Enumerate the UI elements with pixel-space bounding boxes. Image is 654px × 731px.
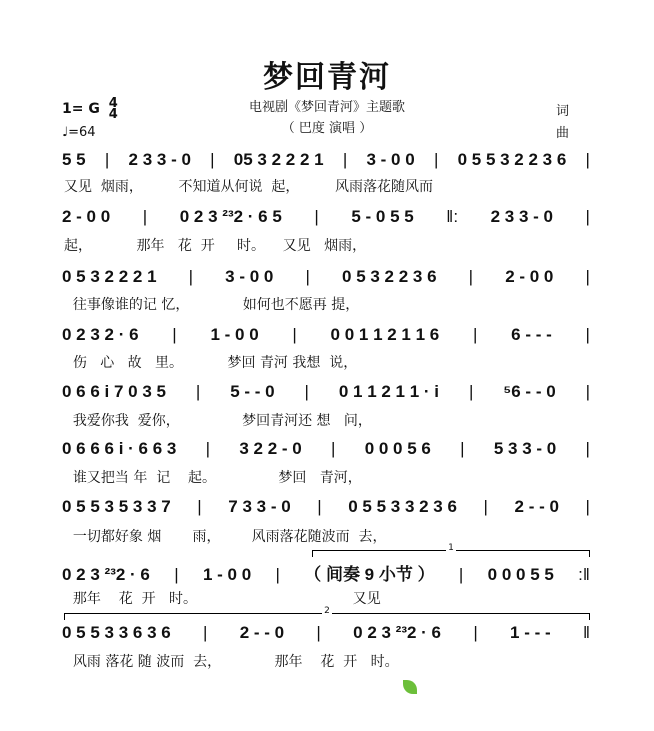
time-signature xyxy=(109,98,118,120)
measure: 5 3 3 - 0 xyxy=(493,439,557,458)
barline: | xyxy=(188,267,194,286)
barline: ‖: xyxy=(446,207,459,226)
barline: | xyxy=(585,382,590,401)
volta-2-label: 2 xyxy=(324,606,330,616)
barline: | xyxy=(331,439,336,458)
measure: 7 3 3 - 0 xyxy=(228,497,291,516)
barline: | xyxy=(585,207,590,226)
measure: 0 0 0 5 5 xyxy=(487,565,554,584)
measure: 0 2 3 ²³2 · 6 xyxy=(62,565,150,584)
song-title: 梦回青河 xyxy=(263,60,391,95)
measure: （ 间奏 9 小节 ） xyxy=(304,565,435,584)
measure: 0 1 1 2 1 1 · i xyxy=(338,382,440,401)
measure: 1 - 0 0 xyxy=(210,325,259,344)
measure: 0 5 5 3 3 6 3 6 xyxy=(62,623,171,642)
measure: 0 0 1 1 2 1 1 6 xyxy=(330,325,440,344)
measure: 2 - 0 0 xyxy=(62,207,111,226)
barline: | xyxy=(205,439,211,458)
measure: 1 - 0 0 xyxy=(202,565,252,584)
barline: | xyxy=(468,267,474,286)
barline: | xyxy=(172,325,177,344)
lyrics-line: 风雨 落花 随 波而 去， 那年 花 开 时。 xyxy=(64,654,399,670)
barline: | xyxy=(585,439,590,458)
barline: | xyxy=(585,150,590,169)
composer-label: 曲 xyxy=(556,126,570,141)
lyrics-line: 那年 花 开 时。 又见 xyxy=(64,591,381,607)
measure: 0 5 3 2 2 2 1 xyxy=(62,267,157,286)
performer: （ 巴度 演唱 ） xyxy=(281,121,373,136)
measure: 0 5 5 3 3 2 3 6 xyxy=(348,497,457,516)
key-signature xyxy=(62,98,118,120)
measure: 5 - 0 5 5 xyxy=(351,207,414,226)
measure: 0 5 5 3 2 2 3 6 xyxy=(457,150,567,169)
measure: 0 6 6 i 7 0 3 5 xyxy=(62,382,166,401)
measure: 0 6 6 6 i · 6 6 3 xyxy=(62,439,177,458)
measure: 0 0 0 5 6 xyxy=(364,439,431,458)
measure: 0 5 3 2 2 3 6 xyxy=(342,267,437,286)
notation-line xyxy=(62,497,590,517)
lyrics-line: 一切都好象 烟 雨， 风雨落花随波而 去， xyxy=(64,529,387,545)
barline: | xyxy=(585,267,590,286)
measure: ⁵6 - - 0 xyxy=(503,382,556,401)
notation-line xyxy=(62,439,590,459)
leaf-watermark-icon xyxy=(403,680,417,694)
measure: 2 3 3 - 0 xyxy=(490,207,553,226)
barline: | xyxy=(275,565,280,584)
volta-1-label: 1 xyxy=(448,543,454,553)
measure: 05 3 2 2 2 1 xyxy=(233,150,324,169)
volta-2 xyxy=(64,606,590,620)
barline: | xyxy=(316,623,321,642)
lyricist-label: 词 xyxy=(556,104,570,119)
barline: | xyxy=(104,150,110,169)
barline: | xyxy=(174,565,179,584)
measure: 3 - 0 0 xyxy=(366,150,415,169)
barline: | xyxy=(458,565,464,584)
barline: ‖ xyxy=(582,623,590,642)
barline: | xyxy=(468,382,474,401)
barline: | xyxy=(305,267,310,286)
measure: 1 - - - xyxy=(510,623,551,642)
time-top: 4 xyxy=(108,96,118,111)
notation-line xyxy=(62,623,590,643)
lyrics-line: 我爱你我 爱你， 梦回青河还 想 问， xyxy=(64,413,372,429)
subtitle: 电视剧《梦回青河》主题歌 xyxy=(248,100,405,115)
measure: 2 - - 0 xyxy=(514,497,559,516)
measure: 2 - - 0 xyxy=(239,623,285,642)
barline: | xyxy=(483,497,488,516)
barline: | xyxy=(142,207,148,226)
barline: | xyxy=(197,497,202,516)
notation-line xyxy=(62,382,590,402)
key: 1= G xyxy=(62,101,100,117)
measure: 0 5 5 3 5 3 3 7 xyxy=(62,497,171,516)
barline: | xyxy=(317,497,322,516)
barline: | xyxy=(203,623,208,642)
barline: :‖ xyxy=(578,565,590,584)
notation-line xyxy=(62,150,590,170)
lyrics-line: 起， 那年 花 开 时。 又见 烟雨， xyxy=(64,238,367,254)
barline: | xyxy=(585,325,590,344)
measure: 2 3 3 - 0 xyxy=(128,150,191,169)
tempo: ♩=64 xyxy=(62,125,96,140)
notation-line xyxy=(62,325,590,345)
barline: | xyxy=(195,382,201,401)
barline: | xyxy=(585,497,590,516)
measure: 0 2 3 ²³2 · 6 5 xyxy=(179,207,282,226)
notation-line xyxy=(62,560,590,585)
barline: | xyxy=(210,150,215,169)
lyrics-line: 往事像谁的记 忆， 如何也不愿再 提， xyxy=(64,297,360,313)
measure: 5 5 xyxy=(62,150,86,169)
barline: | xyxy=(460,439,465,458)
barline: | xyxy=(304,382,309,401)
measure: 2 - 0 0 xyxy=(505,267,554,286)
notation-line xyxy=(62,267,590,287)
time-bottom: 4 xyxy=(108,107,118,122)
measure: 5 - - 0 xyxy=(230,382,275,401)
measure: 6 - - - xyxy=(511,325,552,344)
lyrics-line: 伤 心 故 里。 梦回 青河 我想 说， xyxy=(64,355,358,371)
barline: | xyxy=(472,325,478,344)
lyrics-line: 谁又把当 年 记 起。 梦回 青河， xyxy=(64,470,362,486)
measure: 0 2 3 ²³2 · 6 xyxy=(353,623,442,642)
lyrics-line: 又见 烟雨， 不知道从何说 起， 风雨落花随风而 xyxy=(64,179,434,195)
barline: | xyxy=(433,150,439,169)
barline: | xyxy=(342,150,348,169)
measure: 0 2 3 2 · 6 xyxy=(62,325,139,344)
notation-line xyxy=(62,207,590,227)
measure: 3 2 2 - 0 xyxy=(239,439,302,458)
barline: | xyxy=(473,623,478,642)
barline: | xyxy=(292,325,297,344)
volta-1 xyxy=(312,543,590,557)
barline: | xyxy=(314,207,319,226)
measure: 3 - 0 0 xyxy=(225,267,274,286)
